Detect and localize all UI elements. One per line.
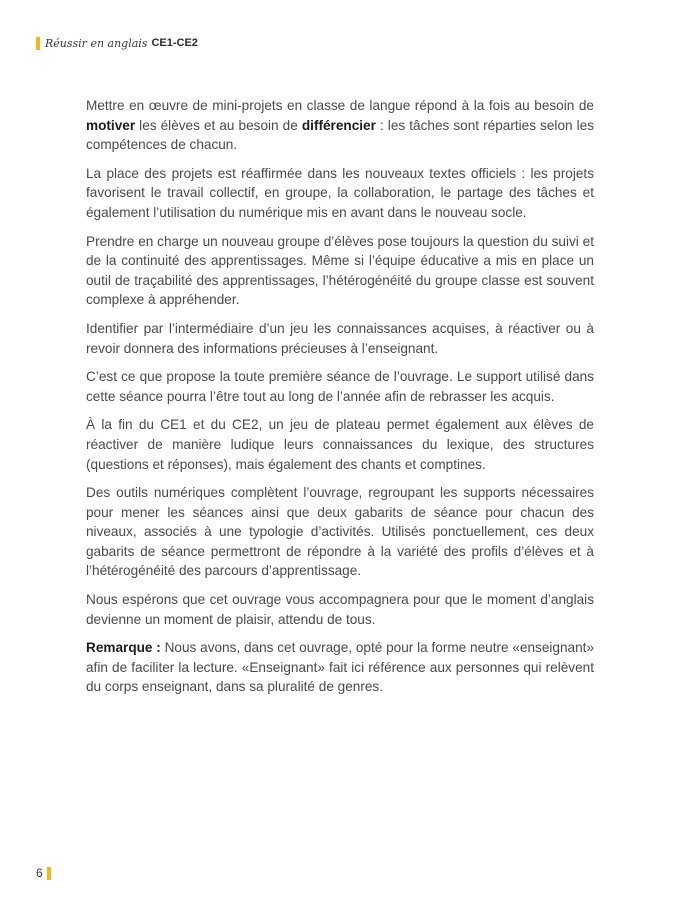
- paragraph-game: Identifier par l’intermédiaire d’un jeu les connaissances acquises, à réactiver ou à revoir donnera des informations précieuses à l’enseignant.: [86, 320, 594, 356]
- page-number: 6: [36, 866, 43, 880]
- header-level: CE1-CE2: [151, 37, 198, 49]
- paragraph-new-group: Prendre en charge un nouveau groupe d’élèves pose toujours la question du suivi et de la continuité des apprentissages. Même si l’équipe éducative a mis en place un outil de traçabilité des apprentissages, l’hétérogénéité du groupe classe est souvent complexe à appréhender.: [86, 233, 594, 308]
- emphasis-motiver: motiver: [86, 117, 136, 133]
- paragraph-closing: Nous espérons que cet ouvrage vous accompagnera pour que le moment d’anglais devienne un moment de plaisir, attendu de tous.: [86, 592, 594, 627]
- remark-text: Nous avons, dans cet ouvrage, opté pour la forme neutre «enseignant» afin de faciliter la lecture. «Enseignant» fait ici référence aux personnes qui relèvent du corps enseignant, dans sa pluralité de genres.: [86, 640, 594, 695]
- paragraph-text: les élèves et au besoin de: [135, 117, 302, 133]
- remark-label: Remarque :: [86, 640, 161, 656]
- header-series-title: Réussir en anglais: [45, 36, 148, 50]
- footer-accent-bar: [47, 867, 51, 880]
- paragraph-text: Mettre en œuvre de mini-projets en classe de langue répond à la fois au besoin de: [86, 98, 594, 113]
- body-text: [86, 96, 594, 706]
- paragraph-digital-tools: Des outils numériques complètent l’ouvrage, regroupant les supports nécessaires pour mener les séances ainsi que deux gabarits de séance pour chacun des niveaux, associés à une typologie d’activités. Utilisés ponctuellement, ces deux gabarits de séance permettront de répondre à la variété des profils d’élèves et à l’hétérogénéité des parcours d’apprentissage.: [86, 485, 594, 579]
- paragraph-text: : les tâches sont réparties selon les compétences de chacun.: [86, 117, 594, 153]
- header-accent-bar: [36, 37, 40, 50]
- paragraph-first-session: C’est ce que propose la toute première séance de l’ouvrage. Le support utilisé dans cette séance pourra l’être tout au long de l’année afin de rebrasser les acquis.: [86, 369, 594, 404]
- page-footer: [36, 866, 51, 880]
- emphasis-differencier: différencier: [301, 117, 376, 133]
- running-header: [36, 36, 198, 50]
- paragraph-projects: La place des projets est réaffirmée dans les nouveaux textes officiels : les projets favorisent le travail collectif, en groupe, la collaboration, le partage des tâches et également l’utilisation du numérique mis en avant dans le nouveau socle.: [86, 165, 594, 220]
- paragraph-board-game: À la fin du CE1 et du CE2, un jeu de plateau permet également aux élèves de réactiver de manière ludique leurs connaissances du lexique, des structures (questions et réponses), mais également des chants et comptines.: [86, 417, 594, 472]
- paragraph-remark: [86, 638, 594, 697]
- paragraph-intro: [86, 96, 594, 155]
